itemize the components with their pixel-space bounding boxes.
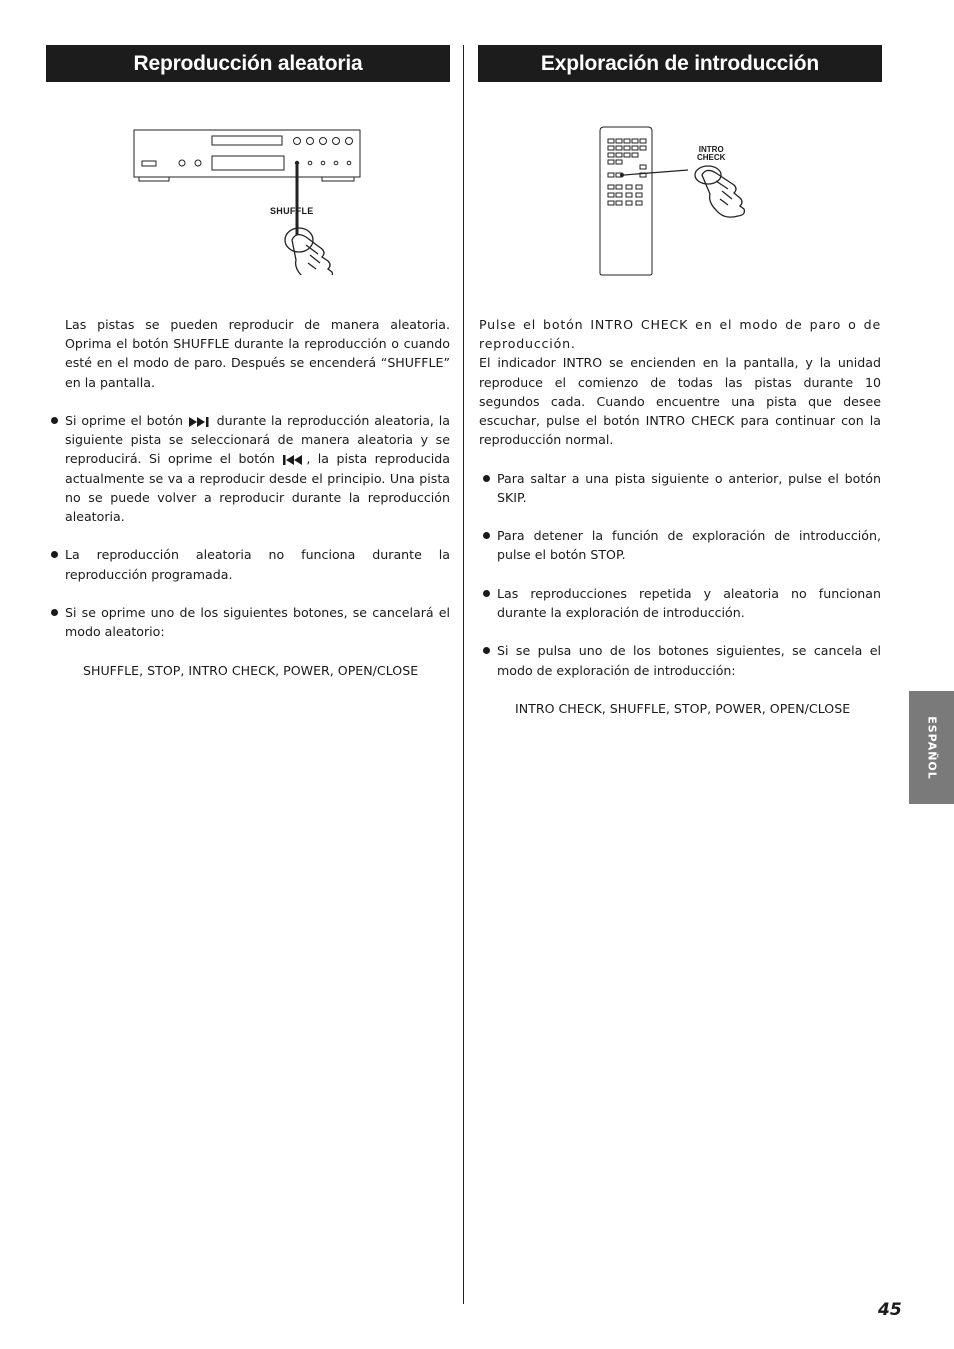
section-title-intro-check — [478, 45, 882, 82]
column-divider — [463, 45, 464, 1304]
shuffle-intro-paragraph: Las pistas se pueden reproducir de manera aleatoria. Oprima el botón SHUFFLE durante la reproducción o cuando esté en el modo de paro. Después se encenderá “SHUFFLE” en la pantalla. — [65, 317, 450, 390]
shuffle-bullet-program — [65, 545, 450, 583]
intro-bullet-repeat — [479, 584, 881, 622]
bullet-text: Si se pulsa uno de los botones siguientes, se cancela el modo de exploración de introducción: — [497, 643, 881, 678]
bullet-dot — [483, 647, 490, 654]
skip-forward-icon — [188, 417, 212, 427]
shuffle-bullet-skip — [65, 411, 450, 526]
intro-check-paragraph-1: Pulse el botón INTRO CHECK en el modo de paro o de reproducción. — [479, 317, 881, 352]
remote-control-illustration — [598, 125, 778, 277]
intro-check-paragraph-2: El indicador INTRO se encienden en la pantalla, y la unidad reproduce el comienzo de todas las pistas durante 10 segundos cada. Cuando encuentre una pista que desee escuchar, pulse el botón INTRO CHECK para continuar con la reproducción normal. — [479, 355, 881, 448]
shuffle-bullet-cancel — [65, 603, 450, 641]
bullet-text: Las reproducciones repetida y aleatoria no funcionan durante la exploración de introducción. — [497, 585, 881, 620]
bullet-dot — [483, 532, 490, 539]
shuffle-button-label: SHUFFLE — [270, 206, 314, 216]
bullet-text: Si se oprime uno de los siguientes botones, se cancelará el modo aleatorio: — [65, 605, 450, 640]
bullet-dot — [51, 551, 58, 558]
intro-bullet-skip — [479, 469, 881, 507]
bullet-text-a: Si oprime el botón — [65, 413, 183, 428]
bullet-text: La reproducción aleatoria no funciona durante la reproducción programada. — [65, 547, 450, 582]
intro-check-button-label — [697, 146, 725, 162]
bullet-dot — [51, 609, 58, 616]
bullet-text: Para saltar a una pista siguiente o anterior, pulse el botón SKIP. — [497, 470, 881, 505]
section-title-text: Reproducción aleatoria — [133, 51, 363, 75]
shuffle-section-body — [65, 315, 450, 680]
section-title-text: Exploración de introducción — [540, 51, 820, 75]
intro-check-section-body — [479, 315, 881, 718]
shuffle-cancel-button-list: SHUFFLE, STOP, INTRO CHECK, POWER, OPEN/CLOSE — [83, 662, 419, 678]
check-label: CHECK — [697, 153, 726, 162]
language-tab-label: ESPAÑOL — [925, 715, 938, 780]
cd-player-illustration — [130, 125, 370, 275]
intro-cancel-button-list: INTRO CHECK, SHUFFLE, STOP, POWER, OPEN/CLOSE — [515, 700, 851, 716]
bullet-text-c: , la pista reproducida actualmente se va a reproducir desde el principio. Una pista no se puede volver a reproducir durante la reproducción aleatoria. — [65, 451, 450, 525]
intro-bullet-cancel — [479, 641, 881, 679]
bullet-dot — [483, 475, 490, 482]
page-number: 45 — [878, 1300, 902, 1320]
bullet-dot — [51, 417, 58, 424]
language-tab — [909, 691, 954, 804]
bullet-text-b: durante la reproducción aleatoria, la siguiente pista se seleccionará de manera aleatoria y se reproducirá. Si oprime el botón — [65, 413, 450, 467]
bullet-text: Para detener la función de exploración de introducción, pulse el botón STOP. — [497, 528, 881, 563]
intro-bullet-stop — [479, 526, 881, 564]
skip-back-icon — [282, 455, 306, 465]
section-title-shuffle — [46, 45, 450, 82]
bullet-dot — [483, 590, 490, 597]
intro-label: INTRO — [698, 145, 724, 154]
